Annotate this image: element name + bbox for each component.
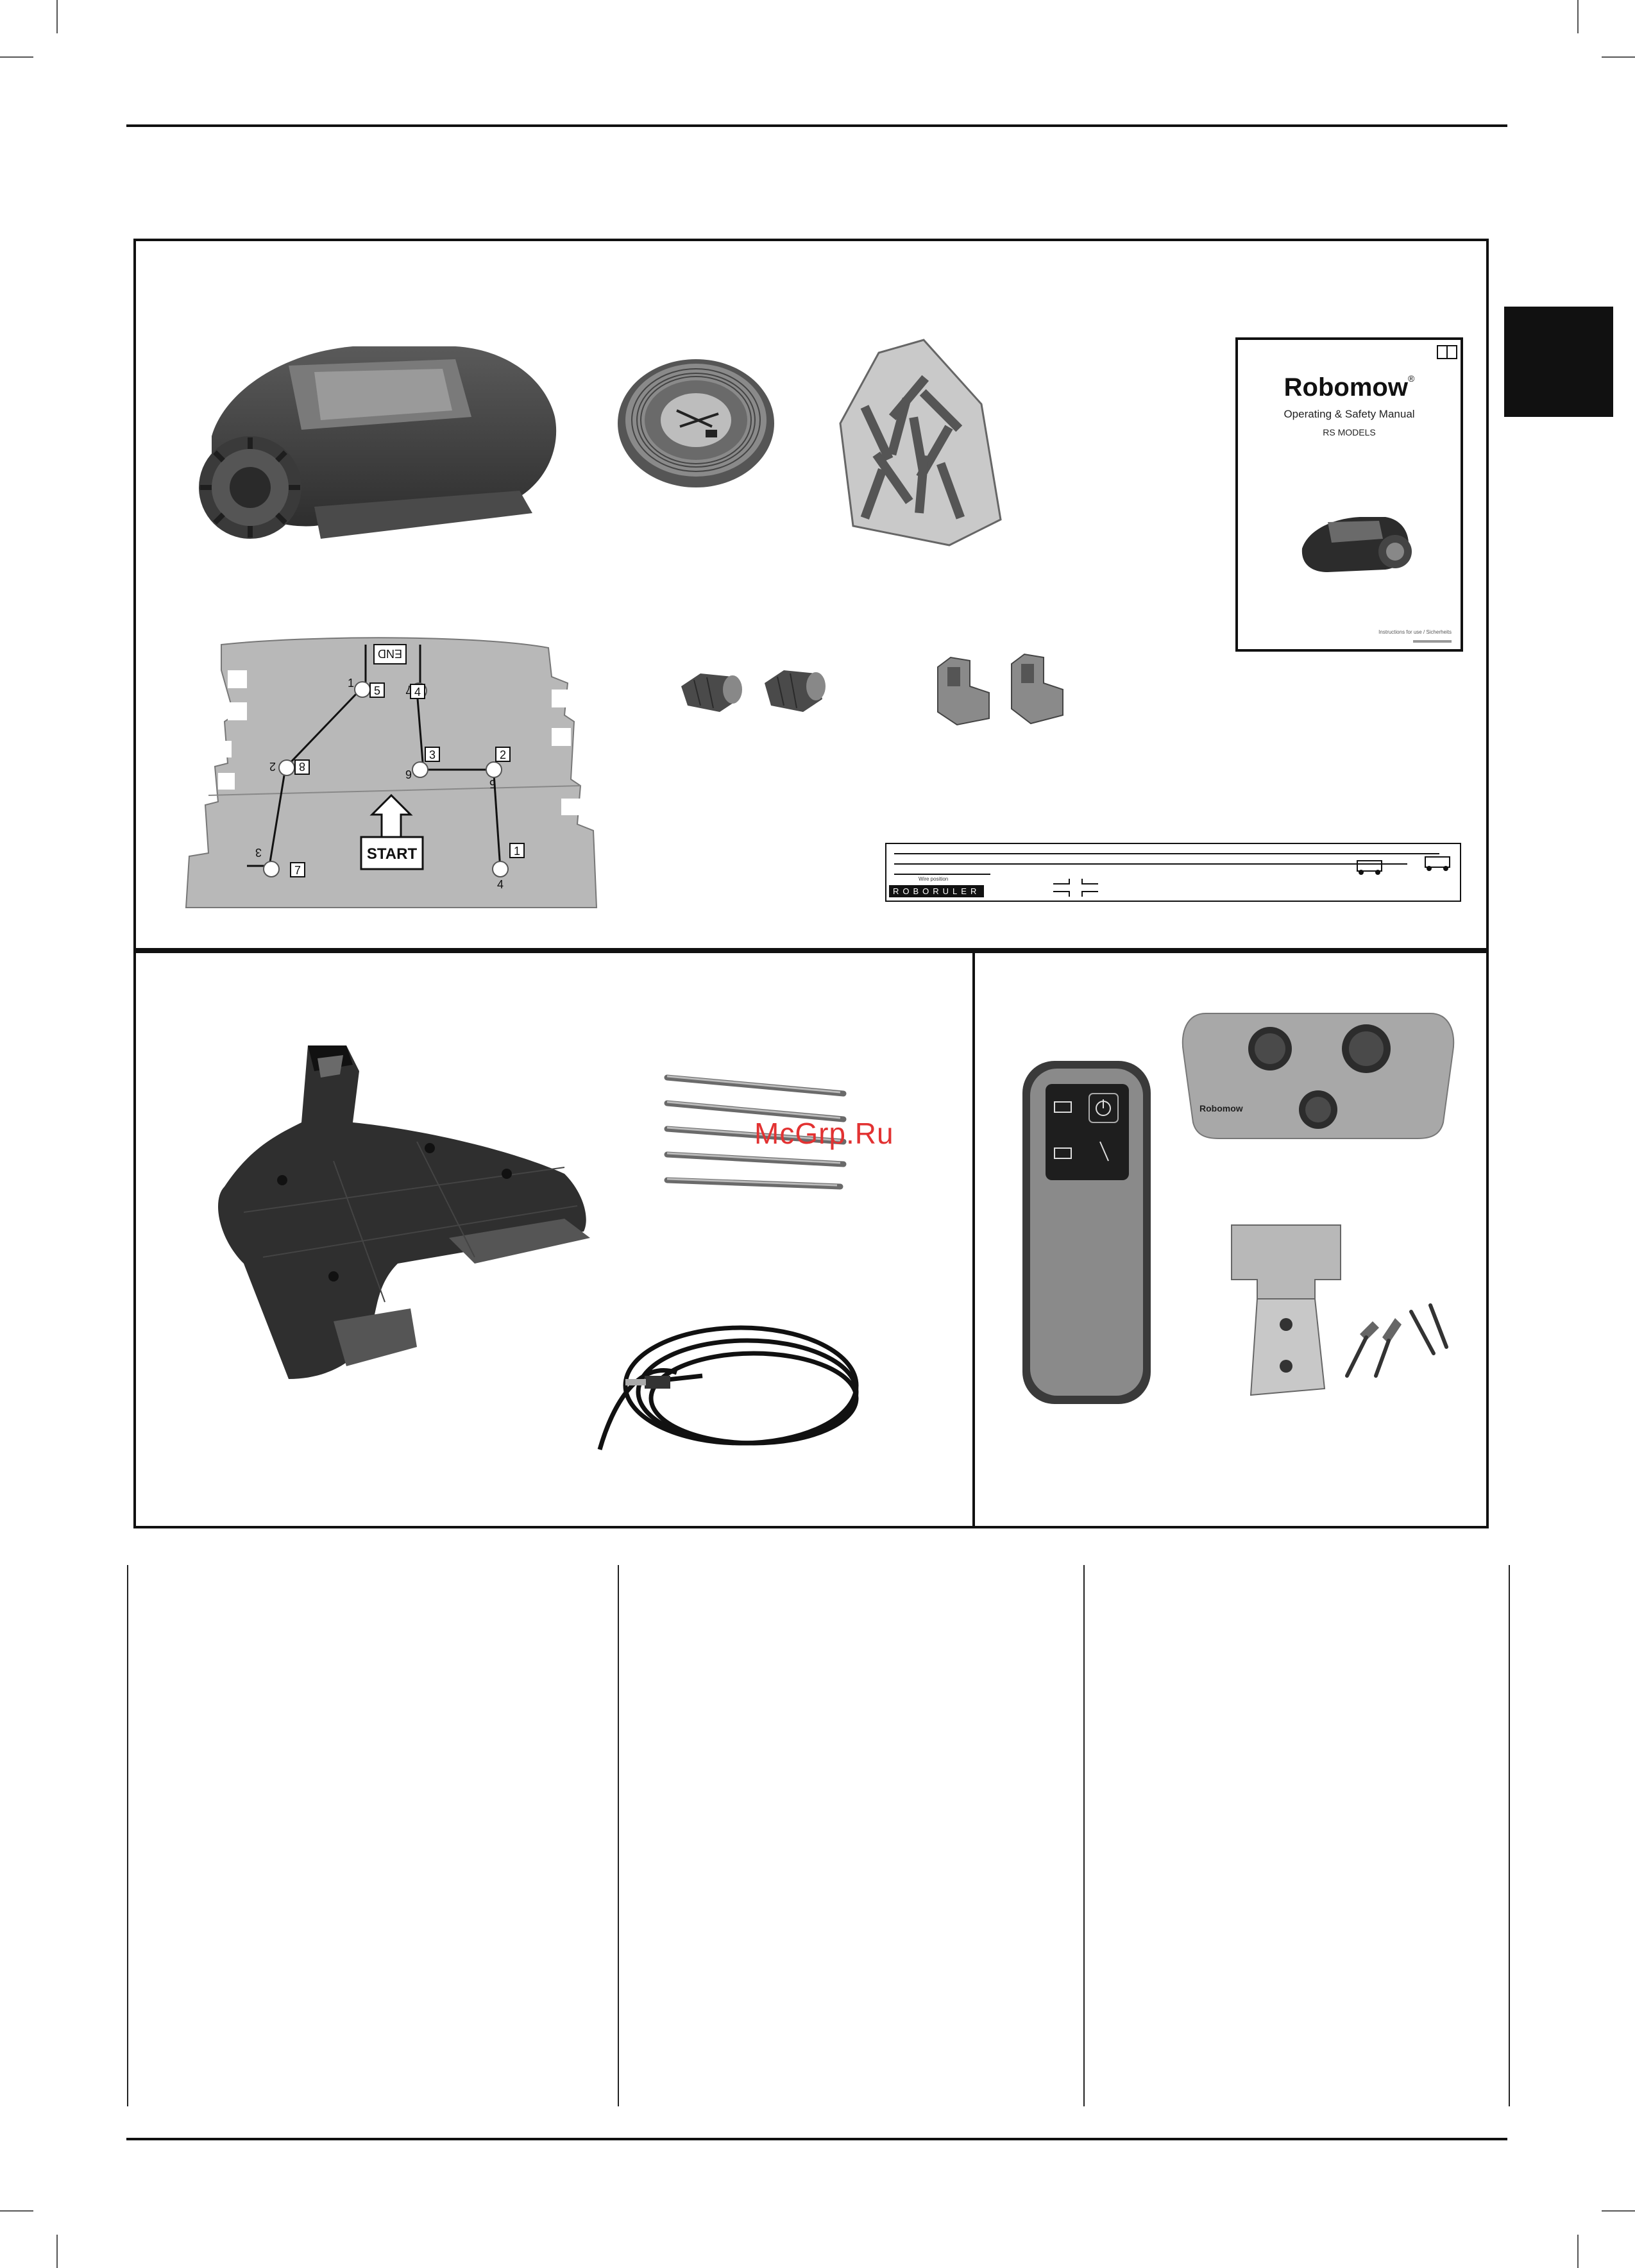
column-rule [127, 1565, 128, 2106]
ruler-line [894, 863, 1407, 865]
template-num: 3 [255, 846, 262, 859]
footer-rule [126, 2138, 1507, 2140]
roboruler-label: ROBORULER [889, 885, 984, 897]
watermark: McGrp.Ru [754, 1117, 894, 1150]
wire-connectors-illustration [675, 661, 835, 725]
panel-brand: Robomow [1199, 1103, 1243, 1113]
template-num: 7 [294, 864, 301, 877]
manual-footer-code-2 [1413, 640, 1452, 643]
manual-title: Operating & Safety Manual [1283, 408, 1415, 420]
ruler-line [894, 874, 990, 875]
wall-bracket-illustration [1219, 1222, 1475, 1401]
template-num: 3 [428, 749, 436, 761]
template-num: 4 [414, 686, 421, 698]
crop-mark [0, 2210, 33, 2212]
wire-crossing-icon [1053, 876, 1098, 899]
perimeter-wire-spool-illustration [616, 356, 776, 491]
template-num: 1 [347, 677, 355, 690]
template-num: 4 [496, 878, 504, 891]
mower-icon [1423, 853, 1453, 871]
manual-cover [1235, 337, 1463, 652]
column-rule [1083, 1565, 1085, 2106]
robotic-mower-illustration [186, 340, 564, 552]
template-num: 7 [405, 683, 412, 696]
wire-clips-illustration [931, 648, 1079, 731]
control-panel-body [1180, 1007, 1456, 1142]
crop-mark [1602, 56, 1635, 58]
template-num: 5 [489, 777, 496, 790]
template-end-label: END [377, 647, 403, 660]
mower-icon [1355, 857, 1385, 875]
crop-mark [1602, 2210, 1635, 2212]
header-rule [126, 124, 1507, 127]
pegs-bag-illustration [834, 327, 1007, 558]
crop-mark [56, 0, 58, 33]
roboruler-strip [885, 843, 1461, 902]
roboruler-note: Wire position [919, 876, 949, 882]
section-tab [1504, 307, 1613, 417]
crop-mark [1577, 0, 1579, 33]
manual-footer-code: Instructions for use / Sicherheits [1378, 629, 1452, 635]
starting-template-illustration [183, 632, 606, 914]
crop-mark [56, 2235, 58, 2268]
power-cable-illustration [600, 1308, 869, 1475]
ruler-line [894, 853, 1439, 854]
template-num: 2 [499, 749, 507, 761]
template-start-label: START [366, 845, 418, 863]
crop-mark [0, 56, 33, 58]
manual-brand: Robomow® [1283, 373, 1415, 402]
template-num: 6 [405, 768, 412, 781]
manual-subtitle: RS MODELS [1323, 427, 1376, 437]
template-num: 8 [298, 760, 306, 773]
template-num: 2 [269, 760, 276, 773]
template-num: 5 [373, 684, 381, 697]
template-num: 1 [513, 845, 521, 858]
control-panel-illustration [1180, 1007, 1456, 1142]
charging-station-illustration [205, 1045, 648, 1385]
column-rule [618, 1565, 619, 2106]
manual-mower-photo [1289, 513, 1411, 577]
book-icon [1437, 345, 1457, 359]
remote-control-illustration [1020, 1058, 1155, 1408]
column-rule [1509, 1565, 1510, 2106]
crop-mark [1577, 2235, 1579, 2268]
